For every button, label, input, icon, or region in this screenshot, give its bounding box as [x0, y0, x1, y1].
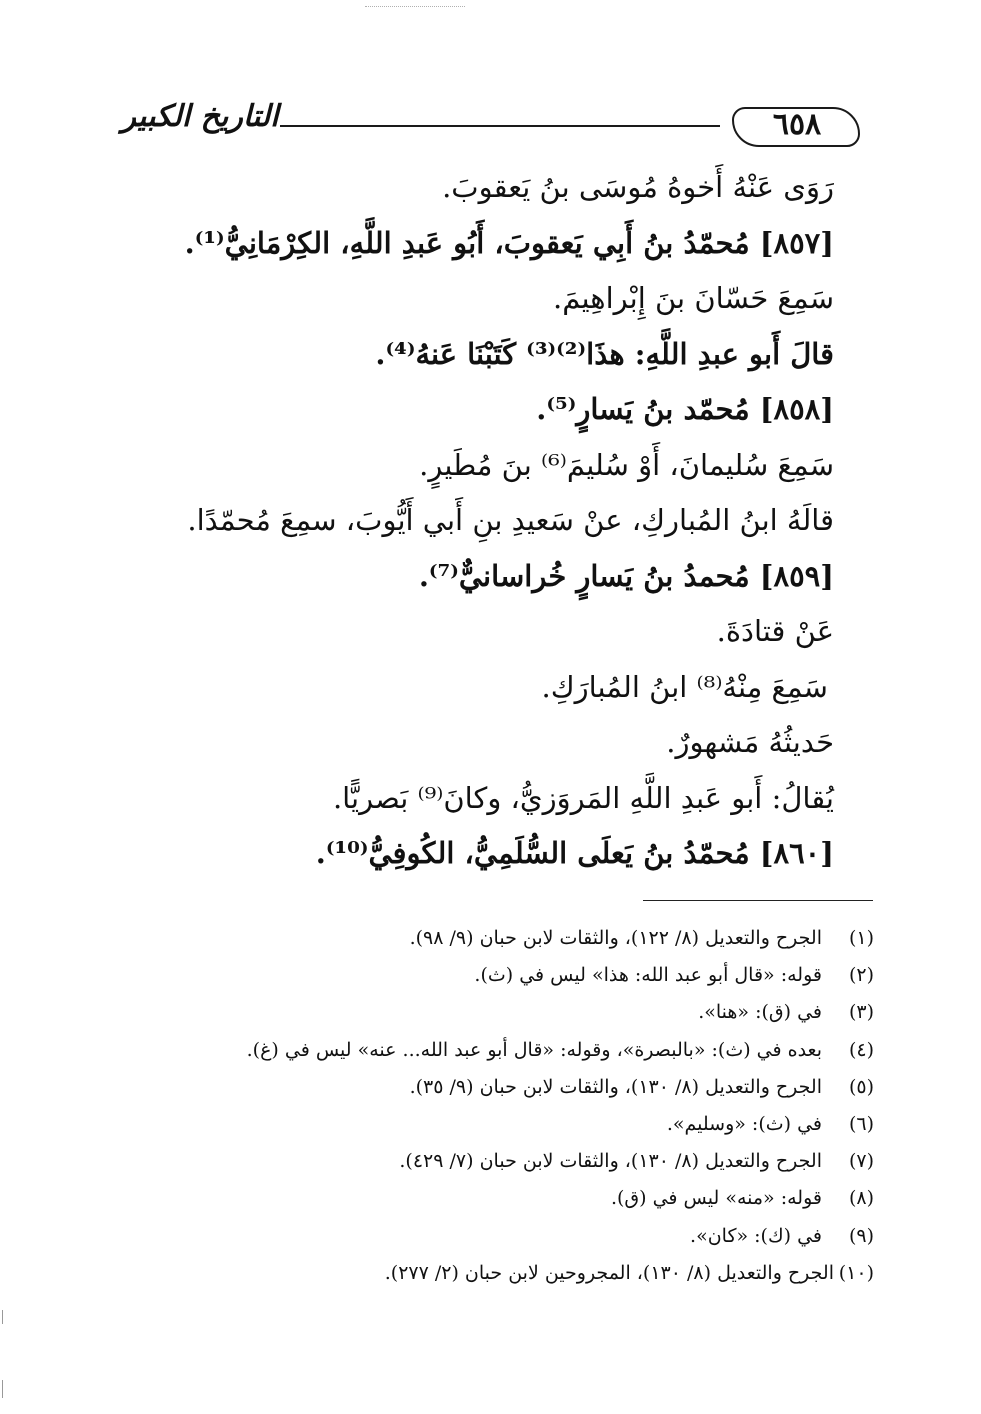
- footnote-number: (٣): [848, 1001, 874, 1024]
- scan-margin-mark: [2, 1310, 3, 1324]
- footnote: [154, 1106, 874, 1143]
- text-line: سَمِعَ سُليمانَ، أَوْ سُليمَ⁽⁶⁾ بنَ مُطَيرٍ.: [419, 447, 834, 482]
- text-line: سَمِعَ حَسّانَ بنَ إِبْراهِيمَ.: [553, 281, 834, 315]
- footnote-text: الجرح والتعديل (٨/ ١٣٠)، المجروحين لابن حبان (٢/ ٢٧٧).: [384, 1261, 834, 1284]
- footnote-text: في (ث): «وسليم».: [666, 1112, 822, 1135]
- footnote: [154, 1255, 874, 1292]
- footnote: [154, 1180, 874, 1217]
- footnote-text: في (ك): «كان».: [690, 1224, 822, 1247]
- footnote-number: (٩): [848, 1224, 874, 1247]
- footnote: [154, 1143, 874, 1180]
- entry-heading: [٨٦٠] مُحمّدُ بنُ يَعلَى السُّلَمِيُّ، الكُوفِيُّ⁽¹⁰⁾.: [315, 836, 834, 870]
- text-line: يُقالُ: أَبو عَبدِ اللَّهِ المَروَزيُّ، وكانَ⁽⁹⁾ بَصريًّا.: [332, 780, 834, 815]
- footnote-text: الجرح والتعديل (٨/ ١٣٠)، والثقات لابن حبان (٧/ ٤٢٩).: [399, 1150, 822, 1173]
- scan-top-mark: [365, 6, 465, 7]
- footnote-number: (٢): [848, 964, 874, 987]
- book-title: التاريخ الكبير: [121, 99, 279, 134]
- footnote-text: الجرح والتعديل (٨/ ١٢٢)، والثقات لابن حبان (٩/ ٩٨).: [409, 927, 822, 949]
- text-line: حَديثُهُ مَشهورٌ.: [666, 725, 834, 759]
- scan-margin-mark: [2, 1380, 3, 1398]
- footnote-number: (٦): [848, 1112, 874, 1135]
- footnote-number: (١٠): [838, 1261, 874, 1284]
- header-rule: [280, 125, 720, 127]
- text-line: عَنْ قتادَةَ.: [716, 614, 834, 648]
- text-line: قالَهُ ابنُ المُباركِ، عنْ سَعيدِ بنِ أَبي أَيُّوبَ، سمِعَ مُحمّدًا.: [187, 503, 834, 537]
- footnote-number: (٧): [848, 1150, 874, 1173]
- footnote-text: قوله: «منه» ليس في (ق).: [610, 1187, 822, 1210]
- page-header: [120, 95, 872, 151]
- footnotes: [154, 920, 874, 1292]
- footnote-number: (٨): [848, 1187, 874, 1210]
- entry-heading: [٨٥٨] مُحمّد بنُ يَسارٍ⁽⁵⁾.: [536, 392, 834, 426]
- entry-heading: [٨٥٩] مُحمدُ بنُ يَسارٍ خُراسانيٌّ⁽⁷⁾.: [418, 558, 834, 593]
- entry-heading: [٨٥٧] مُحمّدُ بنُ أَبِي يَعقوبَ، أَبُو عَبدِ اللَّهِ، الكِرْمَانِيُّ⁽¹⁾.: [184, 225, 834, 260]
- footnote-divider: [643, 900, 873, 901]
- text-line: رَوَى عَنْهُ أَخوهُ مُوسَى بنُ يَعقوبَ.: [442, 170, 834, 204]
- footnote-text: في (ق): «هنا».: [698, 1001, 822, 1024]
- footnote: [154, 1032, 874, 1069]
- footnote: [154, 957, 874, 994]
- footnote-text: الجرح والتعديل (٨/ ١٣٠)، والثقات لابن حبان (٩/ ٣٥).: [409, 1075, 822, 1098]
- main-text: [144, 160, 834, 882]
- text-line: سَمِعَ مِنْهُ⁽⁸⁾ ابنُ المُبارَكِ.: [541, 669, 828, 704]
- page-number-badge: [722, 99, 872, 149]
- footnote: [154, 1218, 874, 1255]
- text-line: قالَ أَبو عبدِ اللَّهِ: هذَا⁽²⁾⁽³⁾ كَتَبْنَا عَنهُ⁽⁴⁾.: [375, 336, 834, 371]
- footnote-number: (١): [848, 927, 874, 949]
- footnote: [154, 920, 874, 957]
- footnote: [154, 1069, 874, 1106]
- page-number: ٦٥٨: [772, 106, 822, 142]
- footnote-text: قوله: «قال أبو عبد الله: هذا» ليس في (ث).: [474, 964, 822, 987]
- footnote-number: (٤): [848, 1038, 874, 1061]
- footnote-text: بعده في (ث): «بالبصرة»، وقوله: «قال أبو عبد الله... عنه» ليس في (غ).: [246, 1038, 822, 1061]
- footnote-number: (٥): [848, 1075, 874, 1098]
- footnote: [154, 994, 874, 1031]
